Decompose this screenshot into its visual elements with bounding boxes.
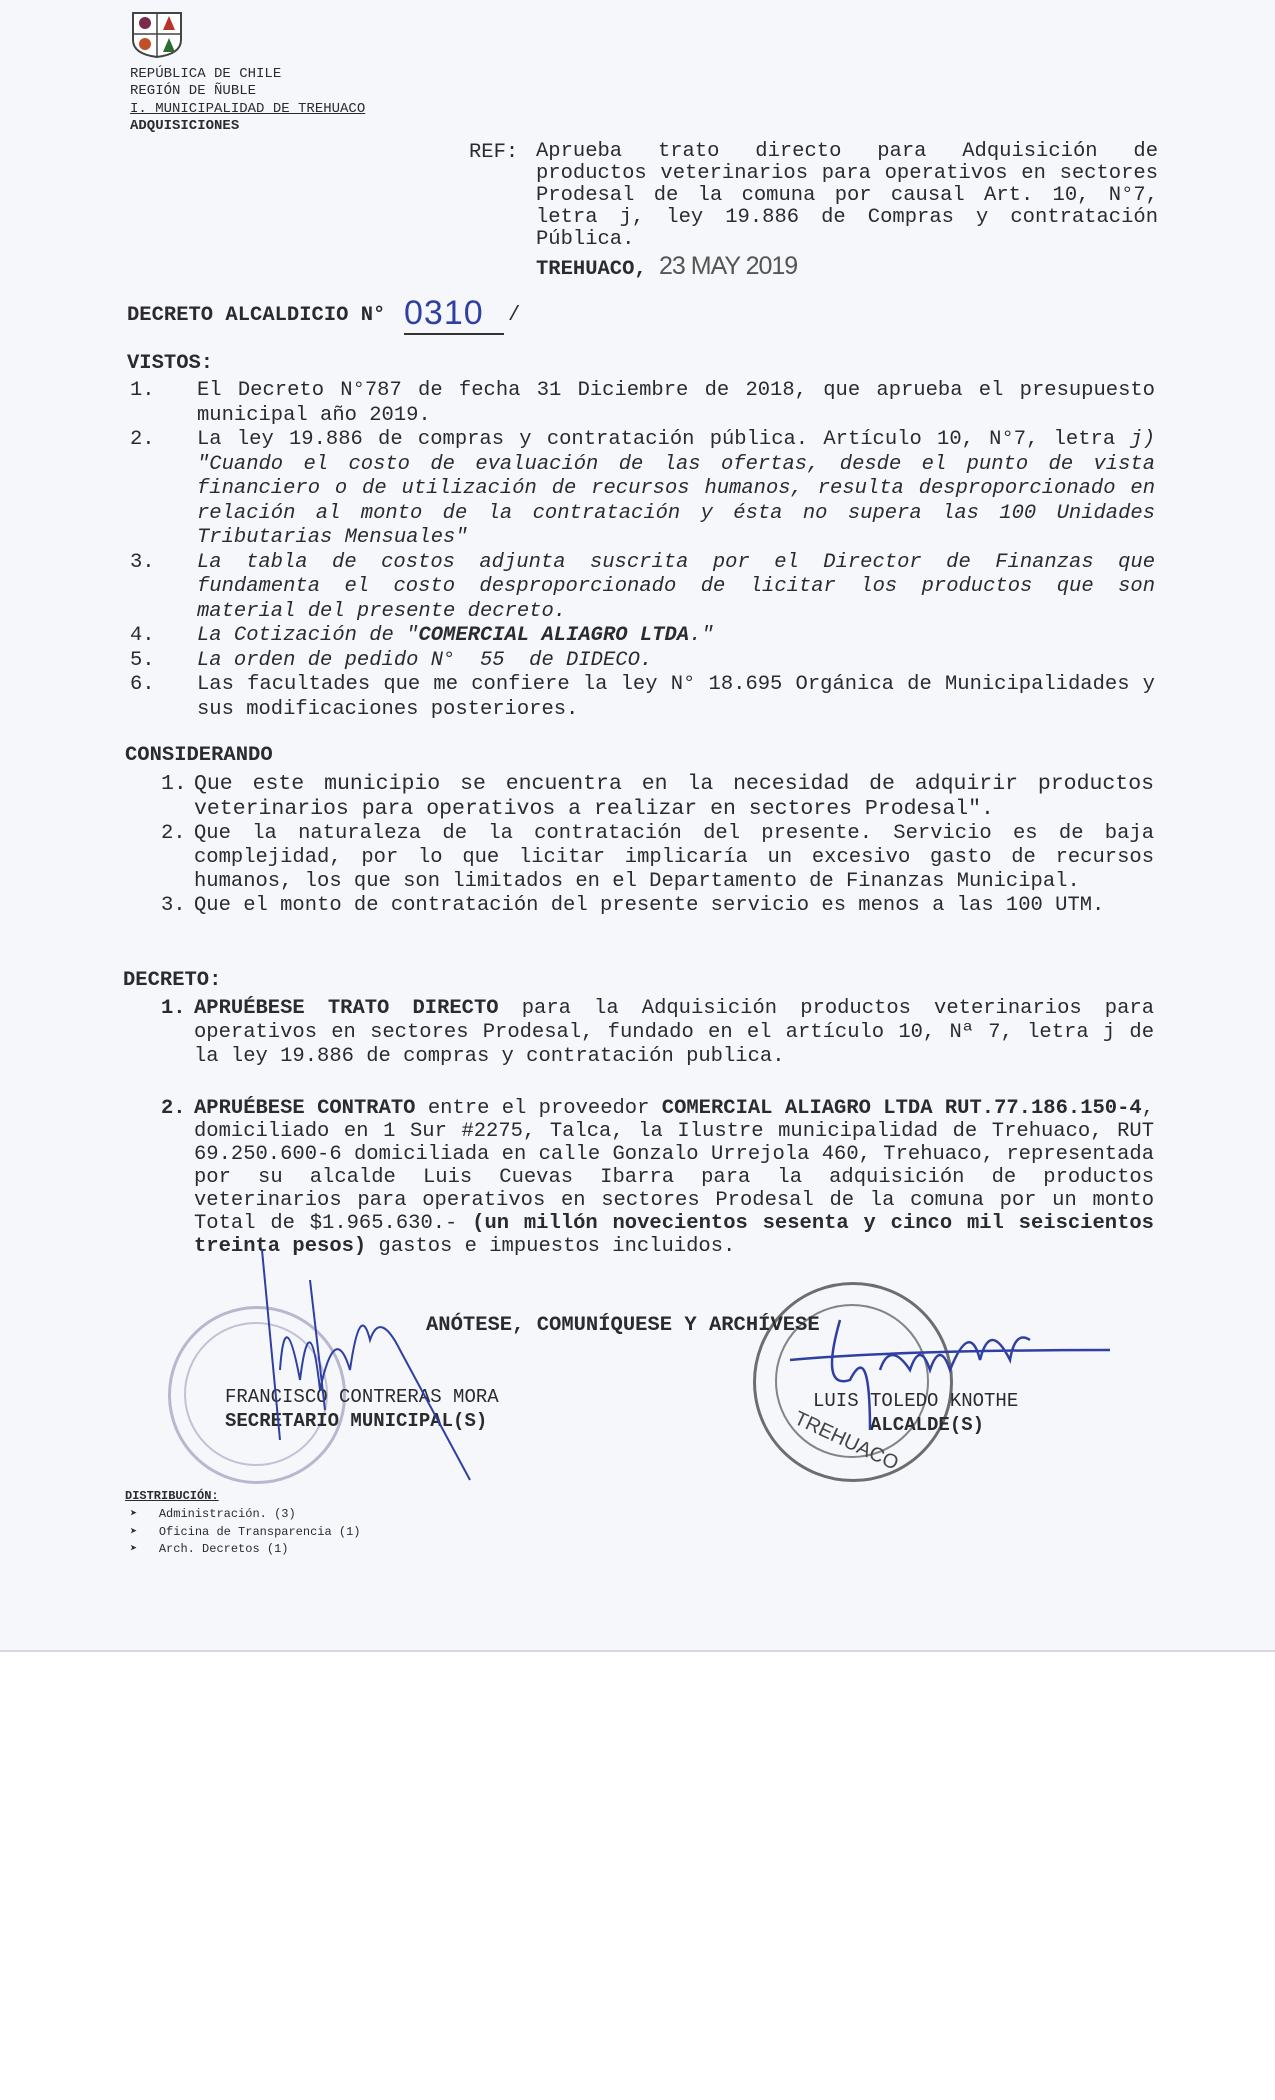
arrow-bullet-icon: ➤ xyxy=(130,1507,138,1521)
item-number: 1. xyxy=(161,772,187,796)
item-number: 2. xyxy=(130,428,155,451)
right-handwritten-signature xyxy=(780,1300,1120,1450)
left-signer-name: FRANCISCO CONTRERAS MORA xyxy=(225,1386,499,1408)
vistos-item xyxy=(130,649,1155,674)
item-text: gastos e impuestos incluidos. xyxy=(366,1235,736,1258)
item-text: El Decreto N°787 de fecha 31 Diciembre de 2018, que aprueba el presupuesto municipal año 2019. xyxy=(197,379,1155,427)
arrow-bullet-icon: ➤ xyxy=(130,1542,138,1556)
distribution-item xyxy=(130,1506,360,1524)
considerando-item xyxy=(161,772,1154,822)
right-signer-name: LUIS TOLEDO KNOTHE xyxy=(813,1390,1019,1412)
ref-label: REF: xyxy=(469,141,519,164)
municipal-coat-of-arms-logo xyxy=(130,10,184,58)
distribution-item xyxy=(130,1541,360,1559)
item-text: La orden de pedido N° 55 de DIDECO. xyxy=(197,648,653,672)
item-number: 1. xyxy=(161,997,186,1020)
ref-text: Aprueba trato directo para Adquisición de productos veterinarios para operativos en sectores Prodesal de la comuna por causal Art. 10, N°7, letra j, ley 19.886 de Compras y contratación Pública. xyxy=(536,140,1158,251)
item-text: La tabla de costos adjunta suscrita por el Director de Finanzas que fundamenta el costo desproporcionado de licitar los productos que son material del presente decreto. xyxy=(197,550,1155,623)
right-stamp-text: TREHUACO xyxy=(790,1407,902,1475)
item-number: 2. xyxy=(161,1097,186,1120)
item-text: Que este municipio se encuentra en la necesidad de adquirir productos veterinarios para operativos a realizar en sectores Prodesal". xyxy=(194,772,1154,821)
considerando-item xyxy=(161,894,1154,918)
item-text: entre el proveedor xyxy=(415,1097,662,1120)
item-text: , domiciliado en 1 Sur #2275, Talca, la Ilustre municipalidad de Trehuaco, RUT 69.250.600-6 domiciliada en calle Gonzalo Urrejola 460, Trehuaco, representada por su alcalde Luis Cuevas Ibarra para la adquisición de productos veterinarios para operativos en sectores Prodesal de la comuna por un monto Total de $1.965.630.- xyxy=(194,1097,1155,1235)
decreto-title: DECRETO: xyxy=(123,969,222,992)
decree-label: DECRETO ALCALDICIO N° xyxy=(127,304,386,327)
item-number: 2. xyxy=(161,822,186,845)
item-number: 1. xyxy=(130,379,155,402)
item-text: Que el monto de contratación del presente servicio es menos a las 100 UTM. xyxy=(194,894,1105,917)
item-text: ." xyxy=(689,624,714,647)
item-text: para la Adquisición productos veterinarios para operativos en sectores Prodesal, fundado en el artículo 10, Nª 7, letra j de la ley 19.886 de compras y contratación publica. xyxy=(194,997,1154,1068)
distribution-item-label: Oficina de Transparencia (1) xyxy=(158,1524,361,1539)
supplier-name: COMERCIAL ALIAGRO LTDA xyxy=(418,624,690,647)
decreto-item-1 xyxy=(161,997,1154,1069)
distribution-item xyxy=(130,1524,360,1542)
vistos-item xyxy=(130,551,1155,625)
header-department: ADQUISICIONES xyxy=(130,118,240,134)
vistos-item xyxy=(130,379,1155,428)
distribution-item-label: Arch. Decretos (1) xyxy=(158,1542,289,1556)
approval-heading: APRUÉBESE CONTRATO xyxy=(194,1097,416,1120)
arrow-bullet-icon: ➤ xyxy=(130,1524,138,1539)
considerando-list xyxy=(161,772,1154,918)
date-stamp: 23 MAY 2019 xyxy=(659,252,798,280)
supplier-name: COMERCIAL ALIAGRO LTDA RUT.77.186.150-4 xyxy=(661,1097,1142,1120)
place: TREHUACO, xyxy=(536,258,647,281)
amount-in-words: (un millón novecientos sesenta y cinco mil seiscientos treinta pesos) xyxy=(194,1212,1154,1258)
closing-formula: ANÓTESE, COMUNÍQUESE Y ARCHÍVESE xyxy=(426,1314,820,1337)
distribution-title: DISTRIBUCIÓN: xyxy=(125,1489,219,1503)
item-number: 5. xyxy=(130,648,155,672)
item-number: 4. xyxy=(130,624,155,647)
header-municipality: I. MUNICIPALIDAD DE TREHUACO xyxy=(130,101,366,117)
vistos-item xyxy=(130,673,1155,722)
item-number: 3. xyxy=(161,894,186,917)
distribution-item-label: Administración. (3) xyxy=(158,1507,296,1521)
item-text: La ley 19.886 de compras y contratación pública. Artículo 10, N°7, letra xyxy=(197,428,1116,451)
right-signer-role: ALCALDE(S) xyxy=(870,1414,985,1436)
vistos-list xyxy=(130,379,1155,722)
vistos-title: VISTOS: xyxy=(127,352,214,375)
decreto-item-2 xyxy=(161,1097,1154,1258)
header-region: REGIÓN DE ÑUBLE xyxy=(130,83,257,99)
item-text: Que la naturaleza de la contratación del presente. Servicio es de baja complejidad, por lo que licitar implicaría un excesivo gasto de recursos humanos, los que son limitados en el Departamento de Finanzas Municipal. xyxy=(194,822,1154,893)
considerando-title: CONSIDERANDO xyxy=(125,744,273,767)
left-signer-role: SECRETARIO MUNICIPAL(S) xyxy=(225,1410,488,1432)
vistos-item xyxy=(130,624,1155,649)
left-handwritten-signature xyxy=(240,1240,480,1490)
item-text: Las facultades que me confiere la ley N° 18.695 Orgánica de Municipalidades y sus modificaciones posteriores. xyxy=(197,673,1155,721)
decree-slash: / xyxy=(508,304,521,327)
vistos-item xyxy=(130,428,1155,551)
item-text: La Cotización de " xyxy=(197,624,419,647)
decree-number-handwritten: 0310 xyxy=(404,294,504,335)
item-number: 3. xyxy=(130,550,155,574)
item-number: 6. xyxy=(130,673,155,696)
header-republic: REPÚBLICA DE CHILE xyxy=(130,66,282,82)
considerando-item xyxy=(161,822,1154,894)
approval-heading: APRUÉBESE TRATO DIRECTO xyxy=(194,997,499,1020)
law-quote: j) "Cuando el costo de evaluación de las ofertas, desde el punto de vista financiero o de utilización de recursos humanos, resulta desproporcionado en relación al monto de la contratación y ésta no supera las 100 Unidades Tributarias Mensuales" xyxy=(197,428,1155,549)
distribution-list xyxy=(130,1506,360,1559)
